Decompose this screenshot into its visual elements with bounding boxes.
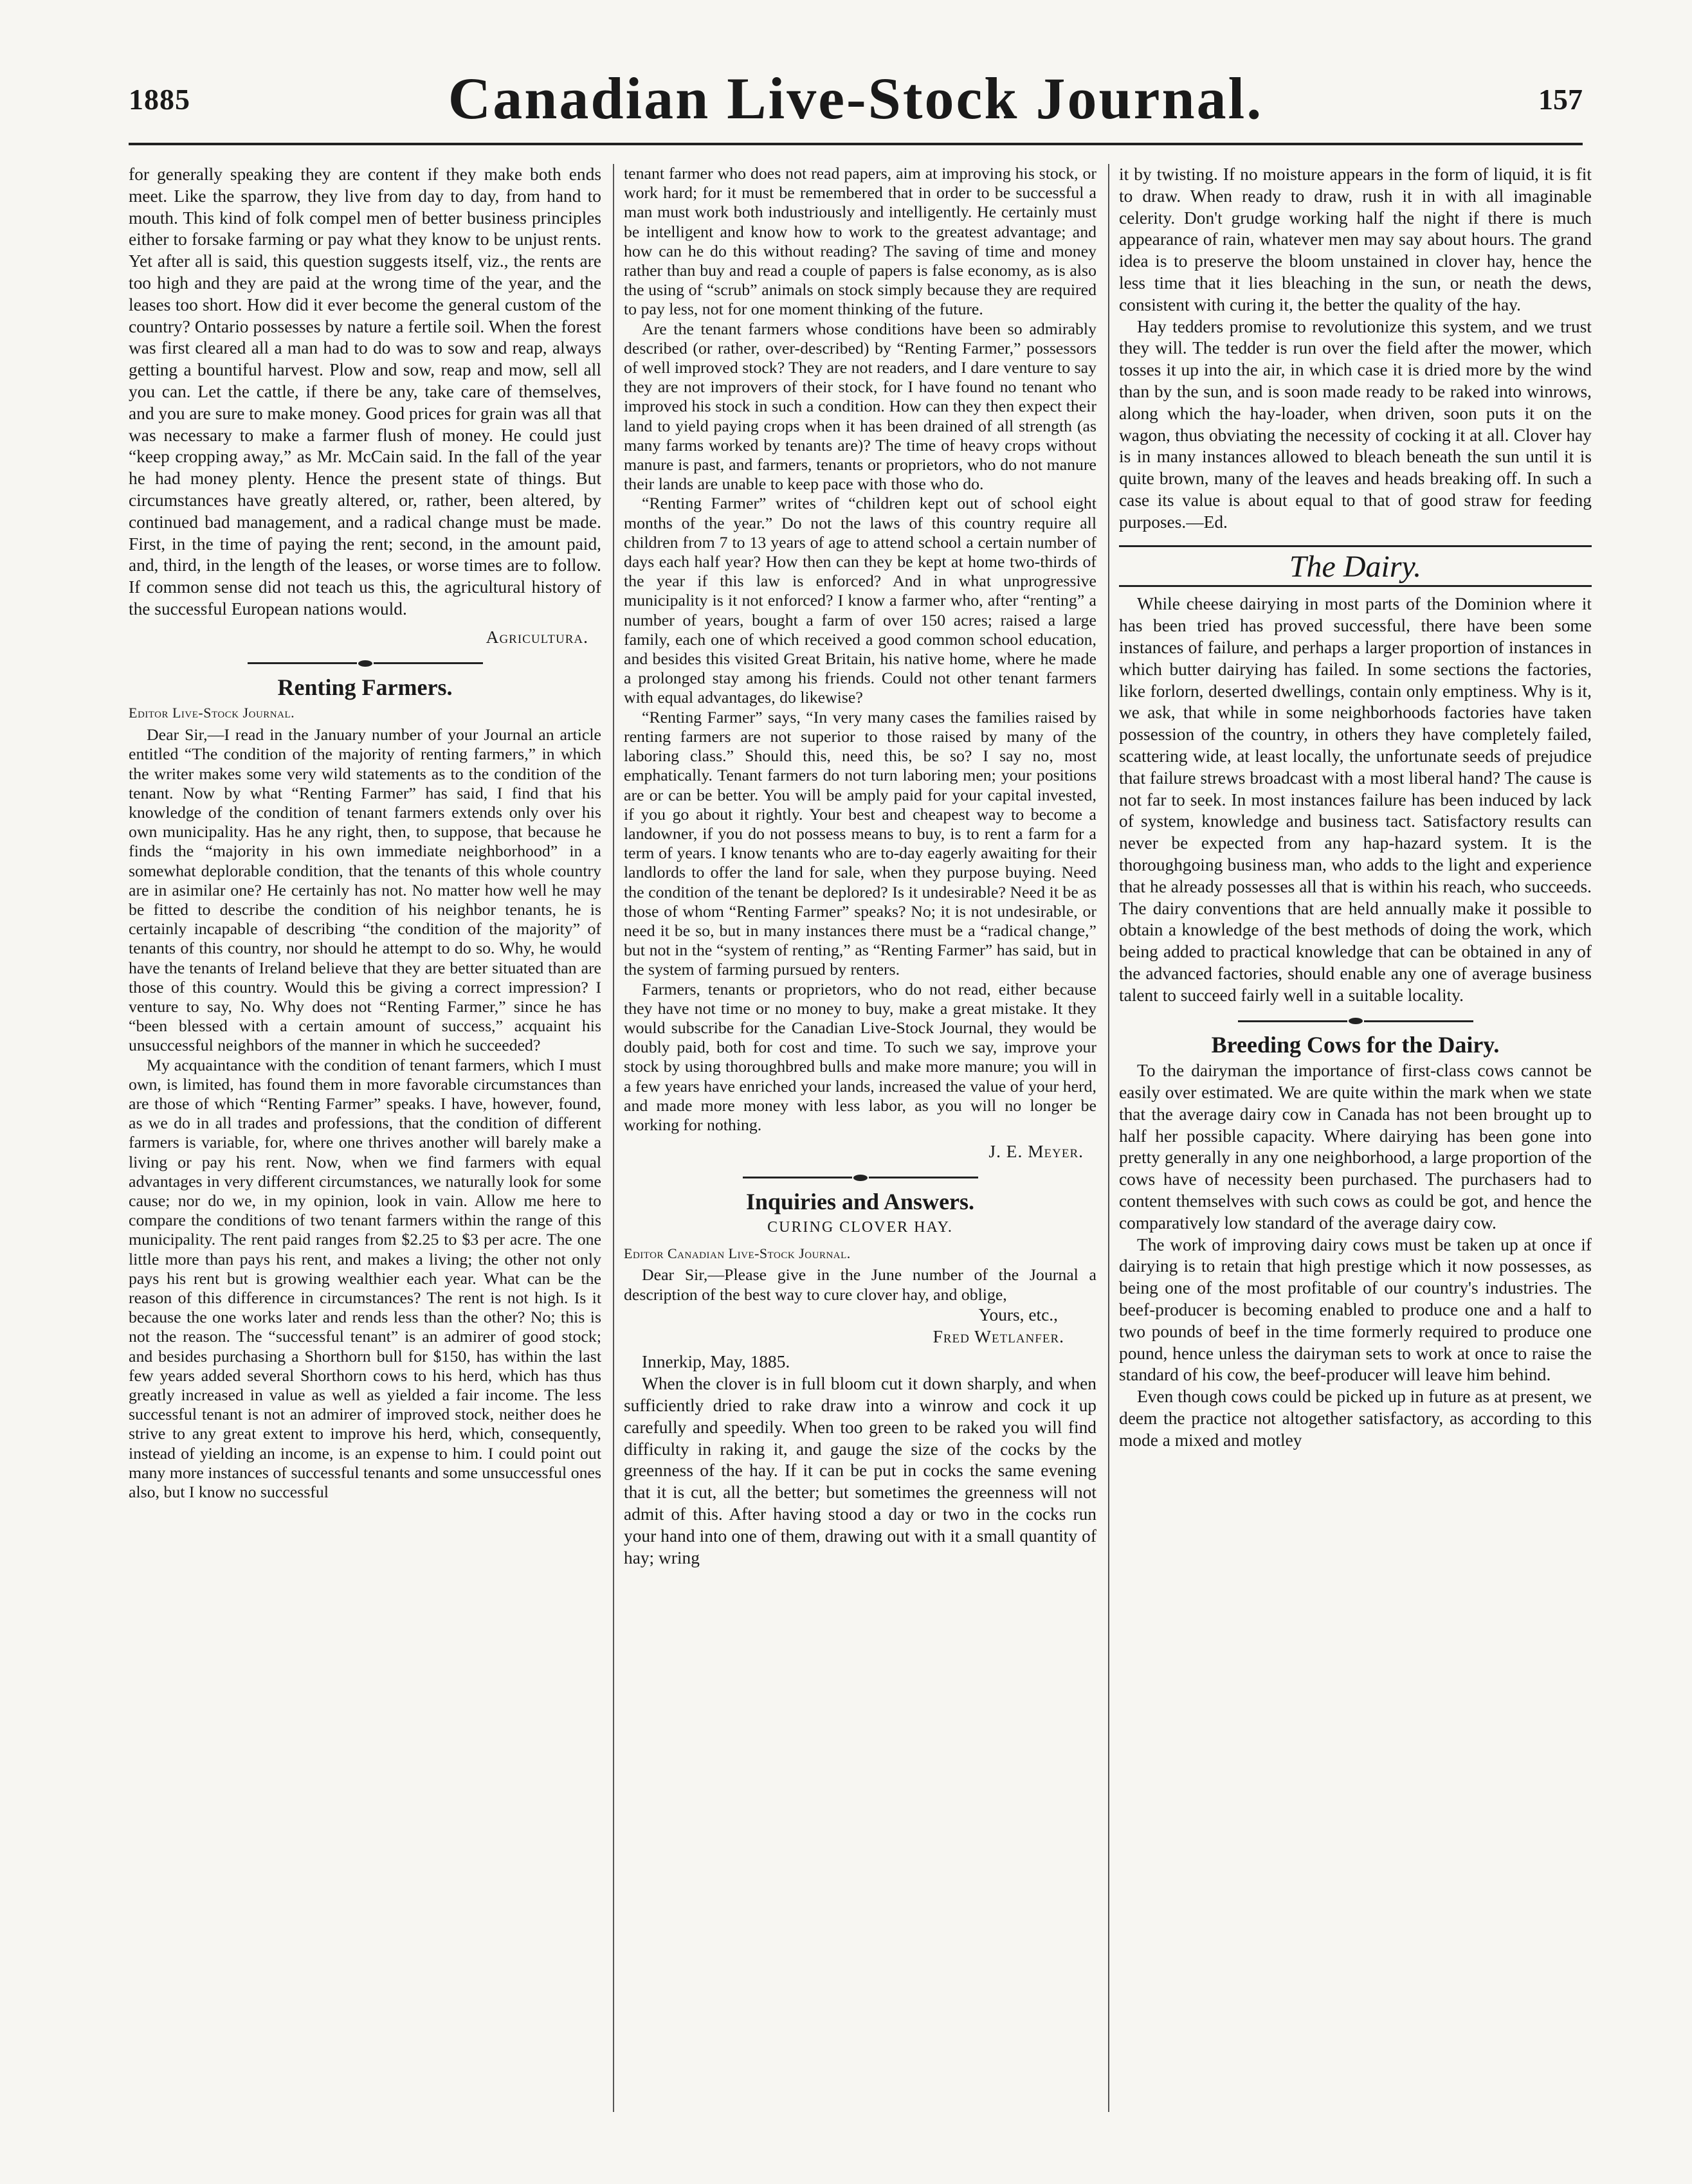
editor-address: Editor Live-Stock Journal. bbox=[129, 705, 295, 721]
issue-year: 1885 bbox=[129, 83, 190, 116]
column-rule-2 bbox=[1108, 164, 1109, 2112]
breeding-paragraph: To the dairyman the importance of first-class cows cannot be easily over estimated. We are quite within the mark when we state that the average dairy cow in Canada has not been brought up to half her possible capacity. Where dairying has been gone into pretty generally in any one neighborhood, a large proportion of the cows have of necessity been purchased. The purchasers had to content themselves with such cows as could be got, and hence the comparatively low standard of the average dairy cow. bbox=[1119, 1061, 1592, 1232]
article-title-breeding-cows: Breeding Cows for the Dairy. bbox=[1211, 1032, 1500, 1058]
article-title-renting-farmers: Renting Farmers. bbox=[277, 674, 453, 700]
column-2 bbox=[624, 164, 1096, 2112]
inquiry-subtitle: CURING CLOVER HAY. bbox=[767, 1218, 953, 1236]
section-divider bbox=[624, 1172, 1096, 1184]
section-divider bbox=[1119, 1015, 1592, 1027]
letter-paragraph: My acquaintance with the condition of tenant farmers, which I must own, is limited, has found them in more favorable circumstances than are those of which “Renting Farmer” speaks. I have, however, found, as we do in all trades and professions, that the condition of different farmers is variable, for, where one thrives another will barely make a living or pay his rent. Now, when we find farmers with equal advantages in very different circumstances, we naturally look for some cause; nor do we, in my opinion, look in vain. Allow me here to compare the conditions of two tenant farmers within the range of this municipality. The rent paid ranges from $2.25 to $3 per acre. The one little more than pays his rent, and makes a living; the other not only pays his rent but is growing wealthier each year. What can be the reason of this difference in circumstances? The rent is not high. Is it because the one works later and rends less than the other? No; this is not the reason. The “successful tenant” is an admirer of good stock; and besides purchasing a Shorthorn bull for $150, has within the last few years added several Shorthorn cows to his herd, which has thus greatly increased in value as well as yielded a fair income. The less successful tenant is not an admirer of improved stock, neither does he strive to any great extent to improve his herd, which, consequently, instead of yielding an income, is an expense to him. I could point out many more instances of successful tenants and some unsuccessful ones also, but I know no successful bbox=[129, 1055, 601, 1502]
journal-title: Canadian Live-Stock Journal. bbox=[448, 66, 1264, 131]
letter-paragraph: Are the tenant farmers whose conditions have been so admirably described (or rather, over-described) by “Renting Farmer,” possessors of well improved stock? They are not readers, and I dare venture to say they are not improvers of their stock, for I have found no tenant who improved his stock in such a condition. How can they then expect their land to yield paying crops when it has been drained of all strength (as many farms worked by tenants are)? The time of heavy crops without manure is past, and farmers, tenants or proprietors, who do not manure their lands are unable to keep pace with those who do. bbox=[624, 319, 1096, 494]
article-paragraph: for generally speaking they are content if they make both ends meet. Like the sparrow, they live from day to day, from hand to mouth. This kind of folk compel men of better business principles either to forsake farming or pay what they know to be unjust rents. Yet after all is said, this question suggests itself, viz., the rents are too high and they are paid at the wrong time of the year, and the leases too short. How did it ever become the general custom of the country? Ontario possesses by nature a fertile soil. When the forest was first cleared all a man had to do was to sow and reap, always getting a bountiful harvest. Plow and sow, reap and mow, sell all you can. Let the cattle, if there be any, take care of themselves, and you are sure to make money. Good prices for grain was all that was necessary to make a farmer flush of money. He could just “keep cropping away,” as Mr. McCain said. In the fall of the year he had money plenty. Hence the present state of things. But circumstances have greatly altered, or, rather, been altered, by continued bad management, and a radical change must be made. First, in the time of paying the rent; second, in the amount paid, and, third, in the length of the leases, or worse times are to follow. If common sense did not teach us this, the agricultural history of the successful European nations would. bbox=[129, 165, 601, 618]
signature-agricultura: Agricultura. bbox=[486, 627, 588, 647]
dairy-section-header bbox=[1119, 545, 1592, 588]
letter-paragraph: Farmers, tenants or proprietors, who do not read, either because they have not time or no money to buy, make a great mistake. It they would subscribe for the Canadian Live-Stock Journal, they would be doubly paid, both for cost and time. To such we say, improve your stock by using thoroughbred bulls and make more manure; you will in a few years have enriched your lands, increased the value of your herd, and made more money with less labor, as you will no longer be working for nothing. bbox=[624, 979, 1096, 1134]
masthead-rule bbox=[129, 143, 1583, 145]
breeding-paragraph: The work of improving dairy cows must be taken up at once if dairying is to retain that high prestige which it now possesses, as being one of the most profitable of our country's industries. The beef-producer is becoming enabled to produce one and a half to two pounds of beef in the time formerly required to produce one pound, hence unless the dairyman sets to work at once to raise the standard of his cow, the beef-producer will leave him behind. bbox=[1119, 1234, 1592, 1385]
letter-paragraph: Dear Sir,—I read in the January number of your Journal an article entitled “The condition of the majority of renting farmers,” in which the writer makes some very wild statements as to the condition of the tenant. Now by what “Renting Farmer” has said, I find that his knowledge of the condition of tenant farmers extends only over his own municipality. Has he any right, then, to suppose, that because he finds the “majority in his own immediate neighborhood” in a somewhat deplorable condition, that the tenants of this whole country are in asimilar one? He certainly has not. No matter how well he may be fitted to describe the condition of his neighbor tenants, he is certainly incapable of describing “the condition of the majority” of tenants of this country, nor should he attempt to do so. Why, he would have the tenants of Ireland believe that they are better situated than are those of this country. Would this be giving a correct impression? I venture to say, No. Why does not “Renting Farmer,” since he has “been blessed with a certain amount of success,” acquaint his unsuccessful neighbors of the manner in which he succeeded? bbox=[129, 725, 601, 1055]
signature-meyer: J. E. Meyer. bbox=[988, 1142, 1084, 1162]
dairy-paragraph: While cheese dairying in most parts of the Dominion where it has been tried has proved successful, there have been some instances of failure, and perhaps a larger proportion of instances in which butter dairying has failed. In some sections the factories, like forlorn, deserted dwellings, contain only emptiness. Why is it, we ask, that while in some neighborhoods factories have taken possession of the country, in others they have completely failed, scattering wide, at least locally, the unfortunate seeds of prejudice that failure strews broadcast with a most liberal hand? The cause is not far to seek. In most instances failure has been induced by lack of system, knowledge and business tact. Satisfactory results can never be expected from any hap-hazard system. It is the thoroughgoing business man, who adds to the light and experience that he already possesses all that is within his reach, who succeeds. The dairy conventions that are held annually make it possible to obtain a knowledge of the best methods of doing the work, which being added to practical knowledge that can be obtained in any of the advanced factories, should enable any one of average business talent to succeed fairly well in a suitable locality. bbox=[1119, 594, 1592, 1005]
page-number: 157 bbox=[1538, 83, 1583, 116]
breeding-paragraph: Even though cows could be picked up in future as at present, we deem the practice not altogether satisfactory, as according to this mode a mixed and motley bbox=[1119, 1387, 1592, 1450]
inquiry-letter: Dear Sir,—Please give in the June number of the Journal a description of the best way to cure clover hay, and oblige, bbox=[624, 1265, 1096, 1304]
letter-paragraph: “Renting Farmer” writes of “children kept out of school eight months of the year.” Do not the laws of this country require all children from 7 to 13 years of age to attend school a certain number of days each half year? How then can they be kept at home two-thirds of the year if this law is enforced? And in what unprogressive municipality is it not enforced? I know a farmer who, after “renting” a number of years, bought a farm of over 150 acres; raised a large family, each one of which received a good common school education, and besides this visited Great Britain, his native home, where he made a prolonged stay among his friends. Could not other tenant farmers with equal advantages, do likewise? bbox=[624, 494, 1096, 707]
letter-paragraph: tenant farmer who does not read papers, aim at improving his stock, or work hard; for it must be remembered that in order to be successful a man must work both industriously and intelligently. He certainly must be intelligent and know how to work to the greatest advantage; and how can he do this without reading? The saving of time and money rather than buy and read a couple of papers is false economy, as is also the using of “scrub” animals on stock simply because they are required to pay less, not for one moment thinking of the future. bbox=[624, 164, 1096, 319]
letter-signer: Fred Wetlanfer. bbox=[932, 1326, 1064, 1346]
column-1 bbox=[129, 164, 601, 2112]
section-divider bbox=[129, 658, 601, 669]
letter-place-date: Innerkip, May, 1885. bbox=[642, 1352, 790, 1372]
letter-closing: Yours, etc., bbox=[978, 1304, 1058, 1324]
column-rule-1 bbox=[613, 164, 614, 2112]
column-3 bbox=[1119, 164, 1592, 2112]
answer-paragraph: Hay tedders promise to revolutionize this system, and we trust they will. The tedder is run over the field after the mower, which tosses it up into the air, in which case it is dried more by the wind than by the sun, and is soon made ready to be raked into winrows, along which the hay-loader, when driven, soon puts it on the wagon, thus obviating the necessity of cocking it at all. Clover hay is in many instances allowed to bleach beneath the sun until it is quite brown, many of the leaves and heads breaking off. In such a case its value is about equal to that of good straw for feeding purposes.—Ed. bbox=[1119, 316, 1592, 532]
editor-address: Editor Canadian Live-Stock Journal. bbox=[624, 1245, 851, 1261]
answer-paragraph: When the clover is in full bloom cut it down sharply, and when sufficiently dried to rake draw into a winrow and cock it up carefully and speedily. When too green to be raked you will find difficulty in raking it, and gauge the size of the cocks by the greenness of the hay. If it can be put in cocks the same evening that it is cut, all the better; but sometimes the greenness will not admit of this. After having stood a day or two in the cocks run your hand into one of them, drawing out with it a small quantity of hay; wring bbox=[624, 1374, 1096, 1567]
masthead bbox=[129, 64, 1583, 141]
section-title-dairy: The Dairy. bbox=[1289, 549, 1422, 584]
answer-paragraph: it by twisting. If no moisture appears in the form of liquid, it is fit to draw. When ready to draw, rush it in with all imaginable celerity. Don't grudge working half the night if there is much appearance of rain, whatever men may say about hours. The grand idea is to preserve the bloom unstained in clover hay, hence the less time that it lies bleaching in the sun, or neath the dews, consistent with curing it, the better the quality of the hay. bbox=[1119, 165, 1592, 314]
section-title-inquiries: Inquiries and Answers. bbox=[745, 1188, 975, 1214]
letter-paragraph: “Renting Farmer” says, “In very many cases the families raised by renting farmers are not superior to those raised by many of the laboring class.” Should this, need this, be so? I say no, most emphatically. Tenant farmers do not turn laboring men; your positions are or can be better. You will be amply paid for your capital invested, if you go about it rightly. Your best and cheapest way to become a landowner, if you do not possess means to buy, is to rent a farm for a term of years. I know tenants who are to-day eagerly awaiting for their landlords to offer the land for sale, when they purpose buying. Need the condition of the tenant be deplored? Is it undesirable? Need it be as those of whom “Renting Farmer” speaks? No; it is not undesirable, or need it be so, but in many instances there must be a “radical change,” but not in the “system of renting,” as “Renting Farmer” has said, but in the system of farming pursued by renters. bbox=[624, 707, 1096, 979]
